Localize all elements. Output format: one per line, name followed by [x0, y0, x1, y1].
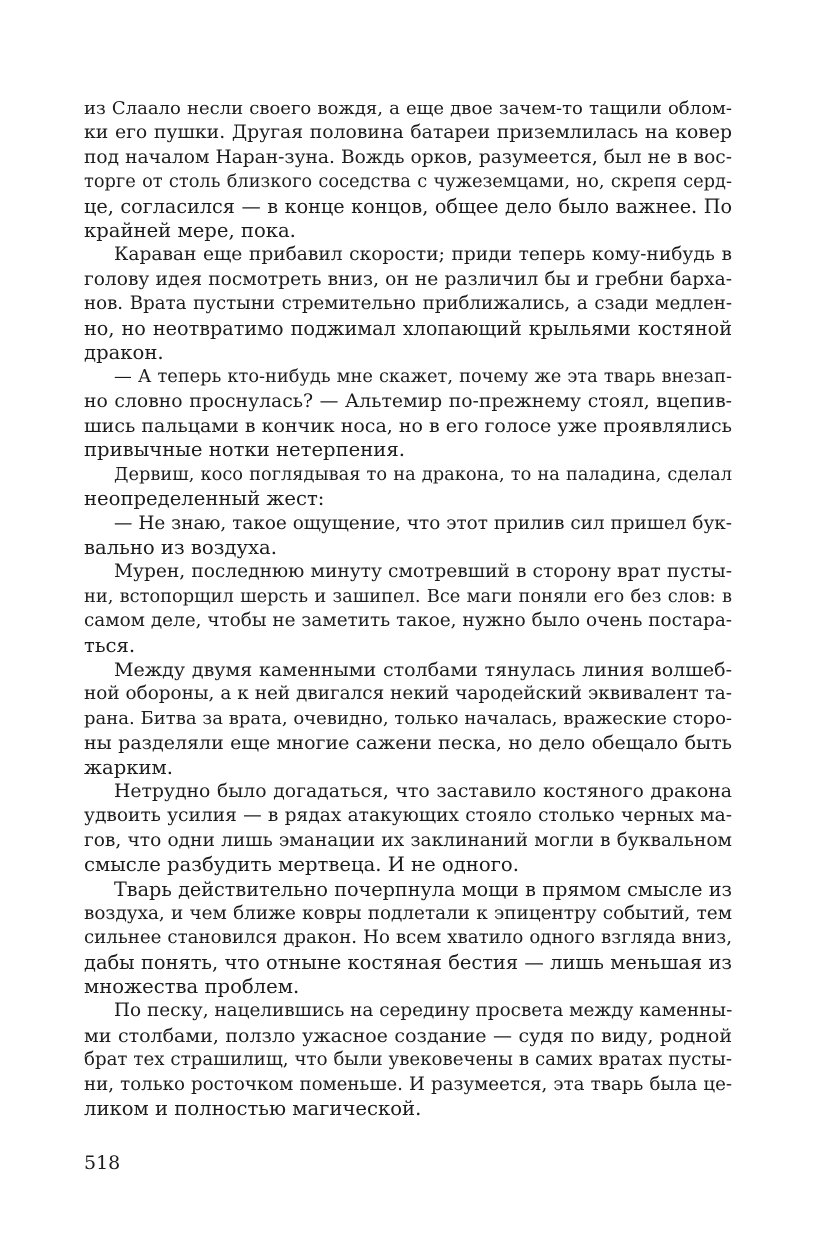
paragraph-line: Тварь действительно почерпнула мощи в прямом смысле из: [114, 877, 732, 901]
paragraph-line: — Не знаю, такое ощущение, что этот прилив сил пришел бук-: [114, 512, 732, 534]
paragraph-line: множества проблем.: [84, 975, 300, 999]
paragraph-line: но словно проснулась? — Альтемир по-прежнему стоял, вцепив-: [84, 390, 732, 412]
paragraph-line: под началом Наран-зуна. Вождь орков, разумеется, был не в вос-: [84, 146, 732, 168]
paragraph-line: ни, только росточком поменьше. И разумеется, эта тварь была це-: [84, 1073, 732, 1095]
page-number: 518: [84, 1152, 121, 1174]
paragraph-line: Караван еще прибавил скорости; приди теперь кому-нибудь в: [114, 244, 732, 266]
paragraph-line: дракон.: [84, 340, 164, 364]
paragraph-line: удвоить усилия — в рядах атакующих стояло столько черных ма-: [84, 805, 732, 827]
paragraph-line: но, но неотвратимо поджимал хлопающий крыльями костяной: [84, 316, 732, 340]
paragraph-line: привычные нотки нетерпения.: [84, 438, 405, 462]
paragraph-line: шись пальцами в кончик носа, но в его голосе уже проявлялись: [84, 415, 732, 438]
paragraph-line: По песку, нацелившись на середину просвета между каменны-: [114, 1000, 733, 1022]
paragraph-line: рана. Битва за врата, очевидно, только началась, вражеские сторо-: [84, 707, 732, 729]
paragraph-line: нов. Врата пустыни стремительно приближались, а сзади медлен-: [84, 293, 732, 315]
paragraph-line: — А теперь кто-нибудь мне скажет, почему же эта тварь внезап-: [114, 366, 732, 388]
paragraph-line: Мурен, последнюю минуту смотревший в сторону врат пусты-: [114, 561, 732, 583]
paragraph-line: Между двумя каменными столбами тянулась линия волшеб-: [114, 658, 732, 681]
paragraph-line: ни, встопорщил шерсть и зашипел. Все маги поняли его без слов: в: [84, 585, 732, 607]
paragraph-line: Нетрудно было догадаться, что заставило костяного дракона: [114, 780, 732, 802]
paragraph-line: смысле разбудить мертвеца. И не одного.: [84, 853, 519, 877]
paragraph-line: из Слаало несли своего вождя, а еще двое зачем-то тащили облом-: [84, 98, 732, 119]
paragraph-line: ны разделяли еще многие сажени песка, но дело обещало быть: [84, 732, 732, 755]
paragraph-line: голову идея посмотреть вниз, он не различил бы и гребни барха-: [84, 268, 732, 290]
paragraph-line: воздуха, и чем ближе ковры подлетали к эпицентру событий, тем: [84, 902, 732, 924]
paragraph-line: сильнее становился дракон. Но всем хватило одного взгляда вниз,: [84, 927, 732, 949]
paragraph-line: неопределенный жест:: [84, 487, 325, 511]
paragraph-line: брат тех страшилищ, что были увековечены в самих вратах пусты-: [84, 1049, 732, 1071]
paragraph-line: жарким.: [84, 755, 174, 779]
paragraph-line: ки его пушки. Другая половина батареи приземлилась на ковер: [84, 122, 732, 144]
body-text: [84, 97, 732, 1121]
paragraph-line: крайней мере, пока.: [84, 218, 296, 242]
paragraph-line: ться.: [84, 633, 136, 657]
paragraph-line: Дервиш, косо поглядывая то на дракона, то на паладина, сделал: [114, 463, 732, 485]
paragraph-line: ной обороны, а к ней двигался некий чародейский эквивалент та-: [84, 683, 732, 705]
paragraph-line: самом деле, чтобы не заметить такое, нужно было очень постара-: [84, 610, 732, 632]
paragraph-line: ми столбами, ползло ужасное создание — судя по виду, родной: [84, 1024, 732, 1047]
paragraph-line: ликом и полностью магической.: [84, 1097, 422, 1121]
paragraph-line: дабы понять, что отныне костяная бестия — лишь меньшая из: [84, 950, 732, 974]
paragraph-line: торге от столь близкого соседства с чужеземцами, но, скрепя серд-: [84, 171, 732, 193]
paragraph-line: це, согласился — в конце концов, общее дело было важнее. По: [84, 194, 732, 218]
paragraph-line: гов, что одни лишь эманации их заклинаний могли в буквальном: [84, 829, 732, 851]
paragraph-line: вально из воздуха.: [84, 536, 277, 560]
